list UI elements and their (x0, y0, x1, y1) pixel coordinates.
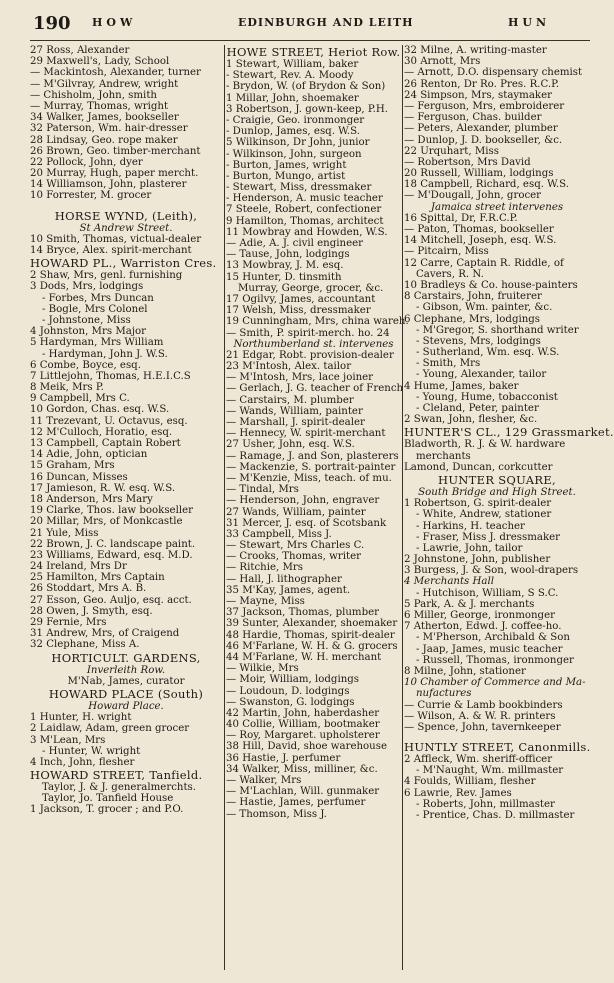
directory-entry: 14 Adie, John, optician (30, 449, 148, 461)
directory-entry: 9 Campbell, Mrs C. (30, 393, 130, 405)
directory-entry: 10 Gordon, Chas. esq. W.S. (30, 404, 170, 416)
directory-entry: 29 Maxwell's, Lady, School (30, 56, 170, 68)
directory-entry: 13 Campbell, Captain Robert (30, 438, 181, 449)
directory-entry: 22 Pollock, John, dyer (30, 156, 143, 168)
directory-entry: 4 Foulds, William, flesher (404, 776, 536, 788)
directory-entry: 34 Walker, Miss, milliner, &c. (226, 763, 378, 775)
directory-entry: 39 Sunter, Alexander, shoemaker (226, 618, 398, 630)
directory-entry: - Young, Hume, tobacconist (416, 391, 558, 403)
directory-entry: - M'Gregor, S. shorthand writer (416, 324, 579, 336)
directory-entry: 23 M'Intosh, Alex. tailor (226, 361, 352, 373)
directory-entry: — Hastie, James, perfumer (226, 797, 366, 809)
directory-entry: — Currie & Lamb bookbinders (404, 699, 563, 711)
directory-entry: 2 Johnstone, John, publisher (404, 554, 551, 566)
directory-entry: 48 Hardie, Thomas, spirit-dealer (226, 629, 395, 641)
directory-entry: - M'Pherson, Archibald & Son (416, 632, 570, 644)
directory-entry: — M'Kenzie, Miss, teach. of mu. (226, 472, 392, 484)
directory-entry: - Stewart, Rev. A. Moody (226, 70, 354, 82)
street-subheading: 4 Merchants Hall (404, 576, 494, 588)
directory-entry: — Swanston, G. lodgings (226, 696, 355, 708)
directory-entry: - Harkins, H. teacher (416, 520, 525, 532)
header-rule (30, 40, 590, 41)
page-number: 190 (33, 13, 71, 34)
directory-entry: — Adie, A. J. civil engineer (226, 238, 364, 249)
directory-entry: 6 Clephane, Mrs, lodgings (404, 313, 541, 325)
directory-entry: — Chisholm, John, smith (30, 89, 157, 101)
directory-entry: — Dunlop, J. D. bookseller, &c. (404, 134, 563, 146)
directory-entry (30, 202, 222, 209)
directory-entry: 8 Carstairs, John, fruiterer (404, 291, 542, 303)
running-header (0, 13, 600, 40)
directory-entry: 7 Steele, Robert, confectioner (226, 204, 382, 216)
directory-entry: 12 Carre, Captain R. Riddle, of (404, 257, 564, 269)
directory-entry: — Gerlach, J. G. teacher of French (226, 383, 404, 395)
directory-entry: 26 Brown, Geo. timber-merchant (30, 145, 201, 157)
directory-entry: 11 Mowbray and Howden, W.S. (226, 226, 388, 238)
directory-entry: 3 Robertson, J. gown-keep, P.H. (226, 103, 388, 115)
directory-entry: — Carstairs, M. plumber (226, 394, 354, 406)
directory-entry: 29 Fernie, Mrs (30, 617, 107, 628)
directory-entry: - Gibson, Wm. painter, &c. (416, 302, 553, 314)
directory-entry: 28 Owen, J. Smyth, esq. (30, 605, 153, 617)
directory-entry: - Fraser, Miss J. dressmaker (416, 531, 561, 543)
directory-entry: — Marshall, J. spirit-dealer (226, 417, 365, 428)
column-divider (224, 45, 225, 970)
directory-entry: - Hardyman, John J. W.S. (42, 348, 168, 360)
header-title: EDINBURGH AND LEITH (238, 16, 414, 29)
directory-entry: 22 Brown, J. C. landscape paint. (30, 538, 196, 550)
directory-entry: Lamond, Duncan, corkcutter (404, 461, 553, 473)
directory-entry: 15 Hunter, D. tinsmith (226, 271, 342, 283)
street-subheading: 10 Chamber of Commerce and Ma- (404, 677, 586, 689)
directory-entry: — Pitcairn, Miss (404, 246, 489, 258)
directory-entry: — Ferguson, Chas. builder (404, 112, 542, 124)
directory-entry: 20 Russell, William, lodgings (404, 168, 554, 180)
directory-entry: 44 M'Farlane, W. H. merchant (226, 651, 382, 663)
directory-entry: 13 Mowbray, J. M. esq. (226, 260, 344, 272)
directory-entry: — M'Lachlan, Will. gunmaker (226, 786, 380, 798)
directory-entry: 46 M'Farlane, W. H. & G. grocers (226, 640, 398, 652)
directory-entry: 10 Smith, Thomas, victual-dealer (30, 233, 202, 245)
directory-entry: 14 Williamson, John, plasterer (30, 179, 187, 191)
directory-entry: 19 Clarke, Thos. law bookseller (30, 505, 193, 517)
header-right-guide: HUN (508, 16, 551, 29)
street-heading: HOWARD STREET, Tanfield. (30, 768, 203, 783)
directory-entry: 27 Usher, John, esq. W.S. (226, 439, 355, 451)
directory-entry: — Ritchie, Mrs (226, 562, 304, 574)
street-heading: HOWARD PLACE (South) (48, 686, 204, 701)
directory-entry: 38 Hill, David, shoe warehouse (226, 741, 387, 753)
directory-entry: 27 Wands, William, painter (226, 506, 366, 518)
directory-entry: 3 M'Lean, Mrs (30, 734, 106, 746)
street-heading: HORSE WYND, (Leith), (54, 208, 198, 223)
directory-entry: 4 Inch, John, flesher (30, 756, 135, 768)
directory-entry: — Robertson, Mrs David (404, 156, 531, 168)
street-heading: HORTICULT. GARDENS, (51, 650, 201, 665)
street-heading: HOWE STREET, Heriot Row. (226, 45, 401, 59)
directory-entry: 10 Forrester, M. grocer (30, 190, 152, 202)
directory-entry: 32 Clephane, Miss A. (30, 639, 140, 651)
directory-entry: - Johnstone, Miss (42, 314, 131, 326)
directory-entry: 9 Hamilton, Thomas, architect (226, 215, 384, 227)
directory-entry: — Hall, J. lithographer (226, 573, 342, 585)
directory-entry: 27 Esson, Geo. Auljo, esq. acct. (30, 594, 192, 606)
directory-entry: 5 Hardyman, Mrs William (30, 337, 164, 349)
directory-entry: 8 Milne, John, stationer (404, 665, 526, 677)
directory-entry: 3 Dods, Mrs, lodgings (30, 281, 144, 293)
directory-entry: - Stewart, Miss, dressmaker (226, 182, 372, 194)
directory-entry: — Paton, Thomas, bookseller (404, 224, 554, 235)
directory-entry: - Hunter, W. wright (42, 745, 141, 757)
directory-entry: - M'Naught, Wm. millmaster (416, 765, 564, 777)
directory-entry: — Moir, William, lodgings (226, 674, 360, 686)
street-subheading: South Bridge and High Street. (418, 486, 576, 498)
directory-entry: 17 Welsh, Miss, dressmaker (226, 305, 371, 317)
directory-entry: Bladworth, R. J. & W. hardware (404, 439, 566, 451)
directory-entry: - Hutchison, William, S S.C. (416, 587, 559, 599)
street-heading: HOWARD PL., Warriston Cres. (30, 256, 217, 271)
directory-entry: 24 Simpson, Mrs, staymaker (404, 89, 552, 101)
directory-entry: 1 Stewart, William, baker (226, 59, 359, 70)
directory-entry: — Murray, Thomas, wright (30, 100, 169, 112)
directory-entry: - Burton, Mungo, artist (226, 170, 346, 182)
directory-entry: - Stevens, Mrs, lodgings (416, 335, 541, 347)
directory-entry: 22 Urquhart, Miss (404, 145, 499, 157)
street-subheading: St Andrew Street. (79, 222, 173, 234)
directory-entry: 14 Bryce, Alex. spirit-merchant (30, 245, 192, 256)
directory-entry: 1 Millar, John, shoemaker (226, 92, 359, 104)
directory-entry: Taylor, Jo. Tanfield House (42, 793, 174, 805)
directory-entry: — Smith, P. spirit-merch. ho. 24 (226, 327, 390, 339)
street-subheading: Inverleith Row. (86, 664, 166, 676)
street-heading: HUNTLY STREET, Canonmills. (404, 740, 591, 755)
directory-entry: 28 Lindsay, Geo. rope maker (30, 134, 178, 146)
directory-entry: M'Nab, James, curator (67, 675, 185, 687)
directory-entry: 12 M'Culloch, Horatio, esq. (30, 426, 173, 438)
directory-entry: — Wands, William, painter (226, 405, 363, 417)
directory-entry: — Mayne, Miss (226, 596, 305, 607)
directory-entry: 31 Mercer, J. esq. of Scotsbank (226, 517, 387, 529)
directory-entry: — Mackenzie, S. portrait-painter (226, 461, 396, 473)
directory-entry: — Peters, Alexander, plumber (404, 123, 558, 135)
directory-entry: 35 M'Kay, James, agent. (226, 584, 351, 596)
directory-entry: Murray, George, grocer, &c. (238, 282, 384, 294)
directory-entry: — Spence, John, tavernkeeper (404, 721, 561, 733)
directory-entry: - Young, Alexander, tailor (416, 369, 547, 381)
directory-entry: - Burton, James, wright (226, 159, 347, 171)
directory-entry: — Stewart, Mrs Charles C. (226, 540, 365, 552)
column-3 (404, 45, 614, 821)
directory-entry: 25 Hamilton, Mrs Captain (30, 572, 165, 584)
street-subheading: Northumberland st. intervenes (233, 338, 394, 350)
column-1 (30, 45, 222, 816)
directory-entry: Taylor, J. & J. generalmerchts. (42, 782, 197, 794)
header-left-guide: HOW (92, 16, 137, 29)
directory-entry: - Henderson, A. music teacher (226, 193, 383, 205)
street-heading: HUNTER SQUARE, (437, 472, 557, 487)
street-subheading: nufactures (416, 688, 472, 700)
directory-entry: - Brydon, W. (of Brydon & Son) (226, 81, 386, 93)
directory-entry: - Sutherland, Wm. esq. W.S. (416, 347, 560, 359)
directory-entry: 7 Atherton, Edwd. J. coffee-ho. (404, 621, 562, 633)
directory-entry: — Wilkie, Mrs (226, 663, 299, 675)
directory-entry: 15 Graham, Mrs (30, 460, 115, 472)
directory-entry: 4 Johnston, Mrs Major (30, 326, 146, 338)
street-subheading: Howard Place. (88, 700, 164, 712)
directory-entry: 34 Walker, James, bookseller (30, 112, 179, 124)
directory-entry: — M'Gilvray, Andrew, wright (30, 78, 179, 90)
directory-entry: 16 Duncan, Misses (30, 471, 128, 483)
directory-entry: 36 Hastie, J. perfumer (226, 752, 341, 764)
directory-entry: 42 Martin, John, haberdasher (226, 707, 380, 719)
directory-entry: - Jaap, James, music teacher (416, 643, 563, 655)
directory-entry: 17 Ogilvy, James, accountant (226, 293, 376, 305)
directory-entry: - Russell, Thomas, ironmonger (416, 654, 574, 666)
directory-entry: 7 Littlejohn, Thomas, H.E.I.C.S (30, 370, 191, 382)
directory-entry: 31 Andrew, Mrs, of Craigend (30, 628, 180, 640)
directory-entry: - Cleland, Peter, painter (416, 403, 539, 414)
directory-entry: 19 Cunningham, Mrs, china wareh. (226, 316, 409, 328)
directory-entry: 2 Shaw, Mrs, genl. furnishing (30, 270, 183, 282)
directory-entry: - Lawrie, John, tailor (416, 542, 523, 554)
directory-entry: — Crooks, Thomas, writer (226, 551, 362, 563)
directory-entry (404, 733, 590, 740)
directory-entry: 24 Ireland, Mrs Dr (30, 561, 127, 573)
directory-entry: - Bogle, Mrs Colonel (42, 303, 148, 315)
directory-entry: — M'Intosh, Mrs, lace joiner (226, 372, 374, 384)
directory-entry: 20 Millar, Mrs, of Monkcastle (30, 516, 183, 528)
directory-entry: — M'Dougall, John, grocer (404, 190, 542, 202)
directory-entry: 8 Meik, Mrs P. (30, 382, 104, 394)
column-2 (226, 45, 409, 820)
directory-entry: 2 Laidlaw, Adam, green grocer (30, 723, 190, 735)
directory-entry: — Thomson, Miss J. (226, 808, 327, 820)
directory-entry: 30 Arnott, Mrs (404, 56, 481, 68)
directory-entry: 32 Paterson, Wm. hair-dresser (30, 123, 188, 135)
directory-entry: — Loudoun, D. lodgings (226, 685, 350, 697)
directory-entry: 6 Miller, George, ironmonger (404, 610, 555, 621)
directory-entry: — Hennecy, W. spirit-merchant (226, 428, 386, 440)
directory-entry: — Henderson, John, engraver (226, 495, 380, 507)
directory-entry: merchants (416, 450, 471, 462)
directory-entry: 26 Stoddart, Mrs A. B. (30, 583, 147, 595)
directory-entry: Cavers, R. N. (416, 268, 484, 280)
directory-entry: — Roy, Margaret. upholsterer (226, 730, 380, 742)
directory-entry: 20 Murray, Hugh, paper mercht. (30, 168, 199, 180)
directory-entry: 10 Bradleys & Co. house-painters (404, 279, 578, 291)
directory-entry: 32 Milne, A. writing-master (404, 45, 547, 56)
directory-entry: — Walker, Mrs (226, 775, 302, 786)
directory-entry: 37 Jackson, Thomas, plumber (226, 607, 379, 619)
directory-entry: 11 Trezevant, U. Octavus, esq. (30, 415, 188, 427)
directory-entry: 21 Edgar, Robt. provision-dealer (226, 349, 394, 361)
directory-entry: 1 Jackson, T. grocer ; and P.O. (30, 804, 184, 816)
directory-entry: 5 Park, A. & J. merchants (404, 598, 535, 610)
directory-entry: 23 Williams, Edward, esq. M.D. (30, 549, 193, 561)
directory-entry: 2 Swan, John, flesher, &c. (404, 414, 538, 426)
directory-entry: 40 Collie, William, bootmaker (226, 719, 380, 731)
directory-entry: 6 Combe, Boyce, esq. (30, 359, 141, 371)
directory-entry: - Craigie, Geo. ironmonger (226, 114, 365, 126)
directory-entry: — Wilson, A. & W. R. printers (404, 710, 556, 722)
directory-entry: - Smith, Mrs (416, 358, 481, 370)
directory-entry: 5 Wilkinson, Dr John, junior (226, 137, 370, 149)
directory-entry: 1 Hunter, H. wright (30, 712, 132, 724)
directory-entry: - White, Andrew, stationer (416, 509, 552, 521)
directory-entry: 27 Ross, Alexander (30, 45, 130, 56)
directory-entry: 4 Hume, James, baker (404, 380, 519, 392)
directory-entry: 18 Anderson, Mrs Mary (30, 493, 153, 505)
directory-entry: 2 Affleck, Wm. sheriff-officer (404, 754, 553, 766)
directory-entry: 21 Yule, Miss (30, 527, 99, 539)
directory-entry: 33 Campbell, Miss J. (226, 528, 332, 540)
directory-entry: 16 Spittal, Dr, F.R.C.P. (404, 212, 518, 224)
directory-entry: 6 Lawrie, Rev. James (404, 787, 512, 799)
directory-entry: — Mackintosh, Alexander, turner (30, 67, 201, 79)
column-divider (402, 45, 403, 970)
directory-entry: - Forbes, Mrs Duncan (42, 292, 154, 304)
directory-entry: - Roberts, John, millmaster (416, 798, 555, 810)
directory-entry: — Tindal, Mrs (226, 484, 299, 496)
directory-entry: - Dunlop, James, esq. W.S. (226, 126, 360, 138)
street-heading: HUNTER'S CL., 129 Grassmarket. (404, 425, 614, 440)
directory-entry: — Tause, John, lodgings (226, 249, 350, 261)
directory-entry: — Ramage, J. and Son, plasterers (226, 450, 399, 462)
directory-entry: 18 Campbell, Richard, esq. W.S. (404, 179, 569, 191)
directory-entry: 1 Robertson, G. spirit-dealer (404, 498, 552, 510)
directory-entry: 26 Renton, Dr Ro. Pres. R.C.P. (404, 78, 560, 90)
directory-entry: - Prentice, Chas. D. millmaster (416, 810, 575, 821)
directory-entry: — Ferguson, Mrs, embroiderer (404, 100, 565, 112)
street-subheading: Jamaica street intervenes (430, 201, 564, 213)
directory-entry: 14 Mitchell, Joseph, esq. W.S. (404, 235, 557, 247)
directory-entry: 3 Burgess, J. & Son, wool-drapers (404, 565, 579, 577)
directory-entry: - Wilkinson, John, surgeon (226, 148, 362, 160)
directory-entry: 17 Jamieson, R. W. esq. W.S. (30, 482, 176, 494)
directory-entry: — Arnott, D.O. dispensary chemist (404, 67, 583, 79)
